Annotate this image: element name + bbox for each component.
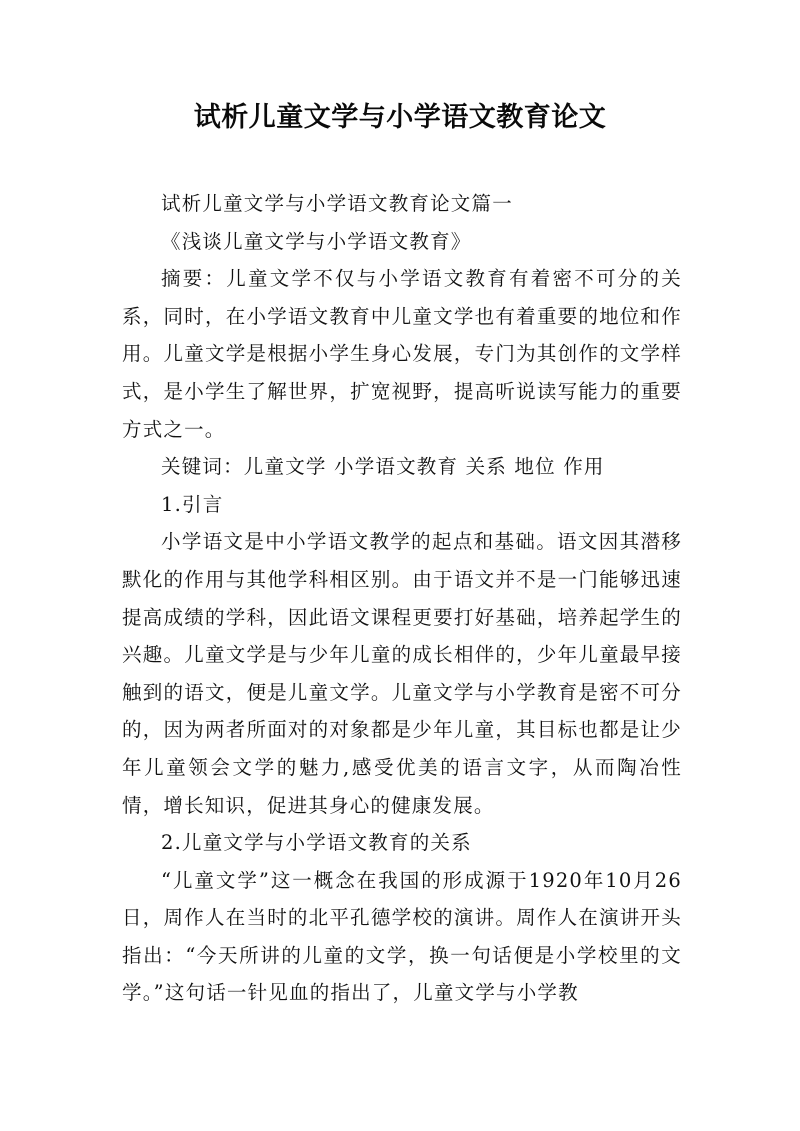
document-title: 试析儿童文学与小学语文教育论文 (193, 102, 607, 133)
abstract-paragraph: 摘要：儿童文学不仅与小学语文教育有着密不可分的关系，同时，在小学语文教育中儿童文学也有着重要的地位和作用。儿童文学是根据小学生身心发展，专门为其创作的文学样式，是小学生了解世界，扩宽视野，提高听说读写能力的重要方式之一。 (122, 267, 682, 441)
section-heading-introduction: 1.引言 (161, 492, 224, 516)
document-body (122, 185, 682, 1012)
introduction-paragraph: 小学语文是中小学语文教学的起点和基础。语文因其潜移默化的作用与其他学科相区别。由于语文并不是一门能够迅速提高成绩的学科，因此语文课程更要打好基础，培养起学生的兴趣。儿童文学是与少年儿童的成长相伴的，少年儿童最早接触到的语文，便是儿童文学。儿童文学与小学教育是密不可分的，因为两者所面对的对象都是少年儿童，其目标也都是让少年儿童领会文学的魅力,感受优美的语言文字，从而陶冶性情，增长知识，促进其身心的健康发展。 (122, 530, 682, 817)
keywords-line: 关键词：儿童文学 小学语文教育 关系 地位 作用 (161, 455, 605, 479)
article-subtitle: 《浅谈儿童文学与小学语文教育》 (161, 229, 472, 253)
section-heading-relationship: 2.儿童文学与小学语文教育的关系 (161, 831, 472, 855)
relationship-paragraph: “儿童文学”这一概念在我国的形成源于1920年10月26日，周作人在当时的北平孔德学校的演讲。周作人在演讲开头指出：“今天所讲的儿童的文学，换一句话便是小学校里的文学。”这句话一针见血的指出了，儿童文学与小学教 (122, 868, 682, 1005)
article-heading: 试析儿童文学与小学语文教育论文篇一 (161, 192, 513, 215)
